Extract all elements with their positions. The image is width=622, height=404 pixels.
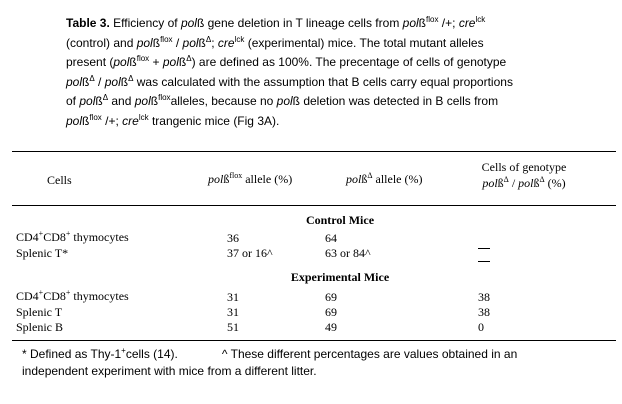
header-cells: Cells [47,173,72,187]
footnote-caret: ^ These different percentages are values obtained in an [221,347,518,361]
row-cells-label: Splenic T [16,305,63,319]
superscript: flox [160,34,173,44]
superscript: lck [475,15,486,24]
row-delta-value: 49 [325,320,337,334]
row-cells-label: Splenic B [16,320,63,334]
gene-italic: cre [122,113,139,128]
gene-italic: pol [182,35,199,50]
superscript: + [121,346,126,355]
footnote-line-1 [22,346,612,363]
superscript: flox [158,93,171,102]
gene-italic: pol [79,94,96,108]
superscript: Δ [367,171,373,180]
table-top-rule [12,151,616,152]
row-genotype-value: 0 [478,320,484,334]
gene-italic: pol [482,176,498,190]
gene-italic: pol [180,16,197,30]
section-title-control: Control Mice [305,213,375,227]
superscript: + [38,288,44,297]
table-bottom-rule [12,340,616,341]
header-delta-allele: polß$^\Delta$ allele (%) [346,171,423,186]
superscript: flox [136,54,150,63]
row-genotype-value: 38 [478,290,490,304]
superscript: + [65,229,71,238]
superscript: Δ [128,73,134,83]
superscript: Δ [102,93,109,102]
caption-line-4: polß$^\Delta$ / polß$^\Delta$ was calculated with the assumption that B cells carry equal proportions [66,73,513,89]
gene-italic: pol [66,74,83,89]
gene-italic: pol [136,35,153,50]
caption-line-1: Efficiency of polß gene deletion in T lineage cells from polß$^{flox}$ /+; cre$^{lck}$ [113,15,486,30]
gene-italic: cre [217,35,235,50]
row-flox-value: 37 or 16^ [227,246,273,260]
superscript: lck [138,112,149,122]
caption-line-5: of polß$^\Delta$ and polß$^{flox}$alleles, because no polß deletion was detected in B cells from [66,93,499,108]
row-cells-label: Splenic T* [16,246,69,260]
table-label: Table 3. [66,16,110,30]
table-caption [66,14,592,131]
gene-italic: pol [104,74,121,89]
caption-line-3: present (polß$^{flox}$ + polß$^\Delta$) are defined as 100%. The precentage of cells of genotype [66,54,507,69]
row-genotype-blank [478,248,490,249]
superscript: flox [426,15,439,24]
gene-italic: pol [113,55,130,69]
gene-italic: pol [276,94,293,108]
gene-italic: pol [134,94,151,108]
superscript: + [65,288,71,297]
caption-line [66,14,592,34]
row-genotype-value: 38 [478,305,490,319]
footnote-line-2: independent experiment with mice from a different litter. [22,364,317,378]
row-flox-value: 31 [227,305,239,319]
table-footnotes [22,346,612,380]
superscript: lck [234,34,245,44]
caption-line-6: polß$^{flox}$ /+; cre$^{lck}$ trangenic mice (Fig 3A). [66,112,280,128]
gene-italic: pol [518,176,534,190]
header-genotype-line1: Cells of genotype [481,160,567,174]
superscript: Δ [205,34,212,44]
superscript: Δ [539,175,545,184]
footnote-star: * Defined as Thy-1+cells (14). [22,346,178,361]
gene-italic: pol [346,172,362,186]
row-cells-label: CD4+CD8+ thymocytes [16,288,129,303]
gene-italic: cre [458,16,476,30]
row-delta-value: 63 or 84^ [325,246,371,260]
gene-italic: pol [402,16,419,30]
row-delta-value: 64 [325,231,337,245]
superscript: + [38,229,44,238]
header-genotype-line2: polß$^\Delta$ / polß$^\Delta$ (%) [482,175,566,190]
superscript: Δ [89,73,95,83]
row-flox-value: 51 [227,320,239,334]
row-flox-value: 31 [227,290,239,304]
row-cells-label: CD4+CD8+ thymocytes [16,229,129,244]
header-bottom-rule [12,205,616,206]
caption-line-2: (control) and polß$^{flox}$ / polß$^\Delta$; cre$^{lck}$ (experimental) mice. The total mutant alleles [66,34,484,50]
superscript: flox [229,171,243,180]
row-flox-value: 36 [227,231,239,245]
superscript: Δ [503,175,509,184]
gene-italic: pol [208,172,224,186]
section-title-experimental: Experimental Mice [290,270,390,284]
superscript: flox [89,112,102,122]
superscript: Δ [186,54,192,63]
header-flox-allele: polß$^{flox}$ allele (%) [208,171,293,186]
gene-italic: pol [66,113,83,128]
row-delta-value: 69 [325,290,337,304]
row-genotype-blank [478,261,490,262]
gene-italic: pol [162,55,179,69]
row-delta-value: 69 [325,305,337,319]
